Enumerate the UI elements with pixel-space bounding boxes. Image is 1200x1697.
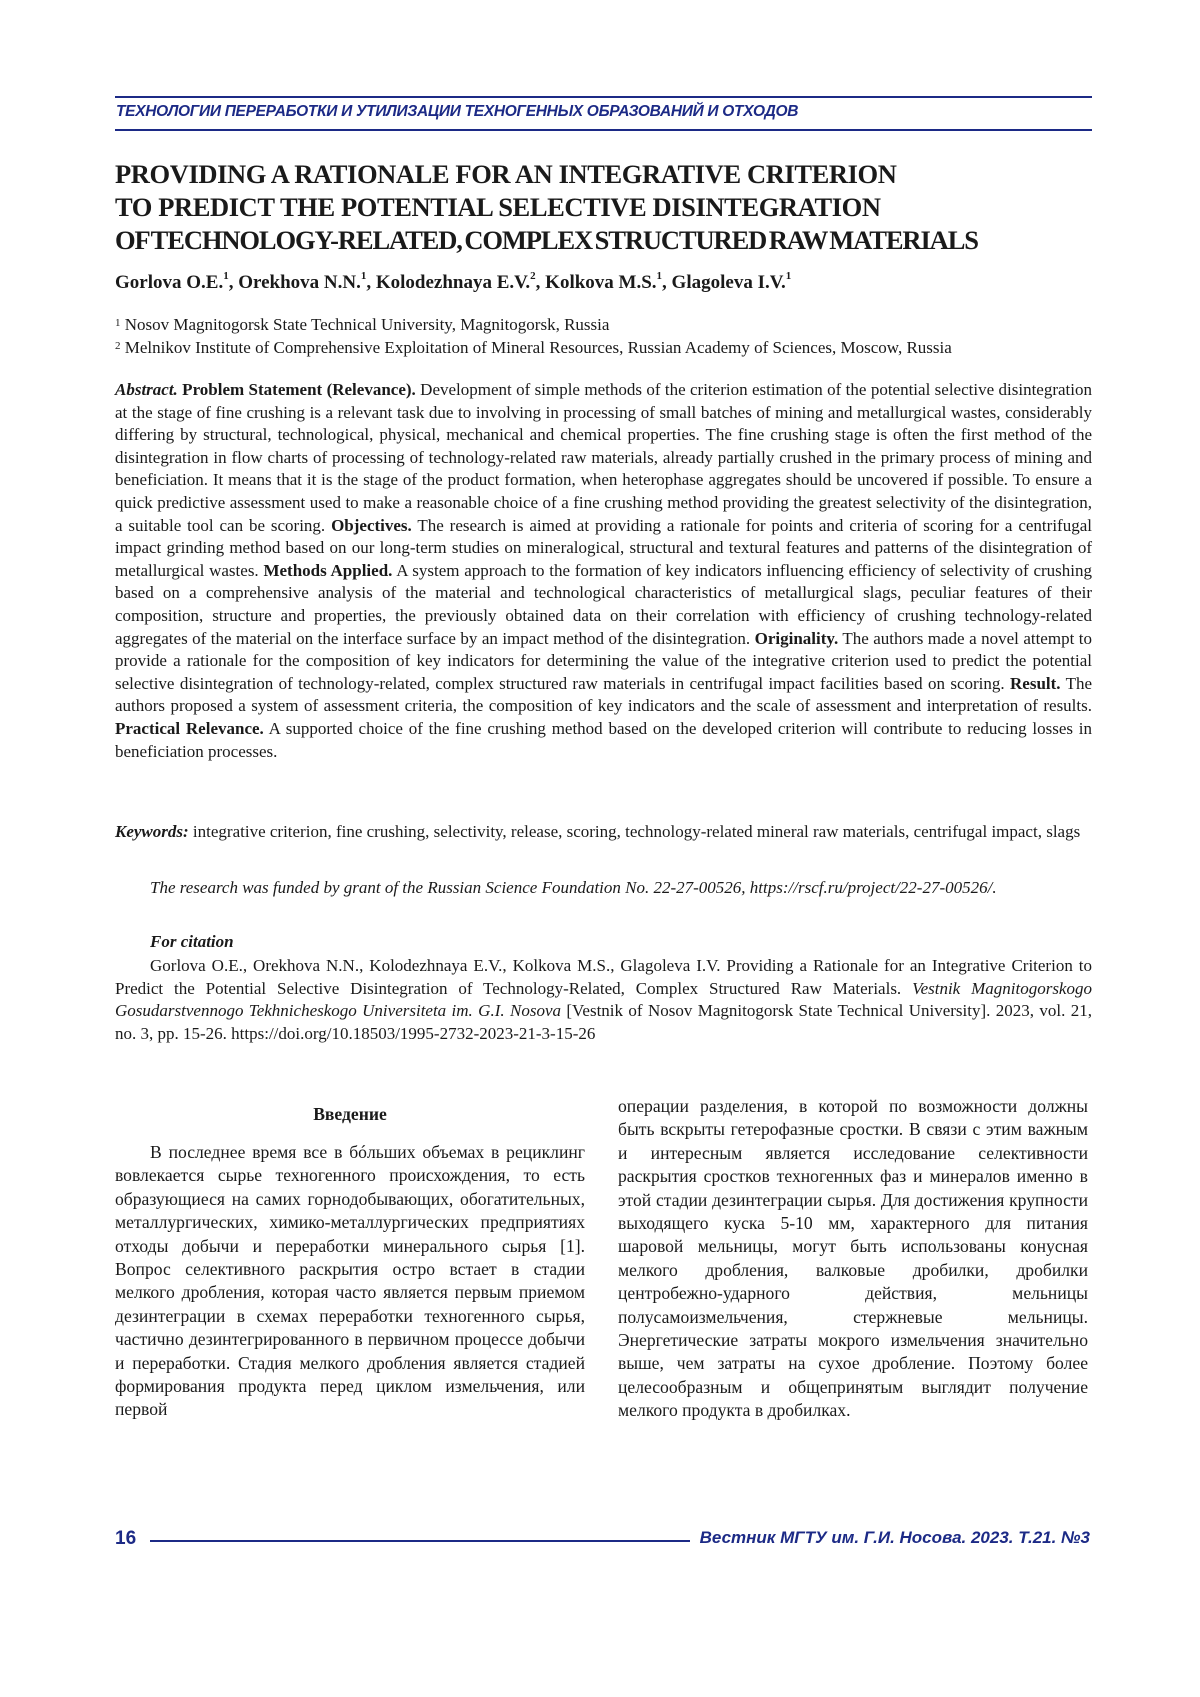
sep: ,: [229, 272, 239, 293]
abstract-text: Development of simple methods of the criterion estimation of the potential selective disintegration at the stage of fine crushing is a relevant task due to involving in processing of small batches of mining and metallurgical wastes, considerably differing by structural, technological, physical, mechanical and chemical properties. The fine crushing stage is often the first method of the disintegration in flow charts of processing of technology-related raw materials, already partially crushed in the primary process of mining and beneficiation. It means that it is the stage of the product formation, when heterophase aggregates should be uncovered if possible. To ensure a quick predictive assessment used to make a reasonable choice of a fine crushing method providing the greatest selectivity of the disintegration, a suitable tool can be scoring.: [115, 380, 1092, 535]
title-line: TO PREDICT THE POTENTIAL SELECTIVE DISINTEGRATION: [115, 191, 1105, 224]
authors: [115, 272, 791, 294]
section-heading: Result.: [1010, 674, 1061, 693]
footer-journal: Вестник МГТУ им. Г.И. Носова. 2023. Т.21. №3: [700, 1528, 1090, 1548]
citation-journal: Vestnik Magnitogorskogo Gosudarstvennogo Tekhnicheskogo Universiteta im. G.I. Nosova: [115, 979, 1092, 1021]
citation-heading: For citation: [150, 931, 234, 954]
funding-text: The research was funded by grant of the Russian Science Foundation No. 22-27-00526, https://rscf.ru/project/22-27-00526/.: [150, 878, 997, 897]
author: Orekhova N.N.: [238, 272, 361, 293]
sep: ,: [662, 272, 672, 293]
author: Kolkova M.S.: [545, 272, 656, 293]
intro-left-column: В последнее время все в бóльших объемах в рециклинг вовлекается сырье техногенного происхождения, то есть образующиеся на самих горнодобывающих, обогатительных, металлургических, химико-металлургических предприятиях отходы добычи и переработки минерального сырья [1]. Вопрос селективного раскрытия остро встает в стадии мелкого дробления, которая часто является первым приемом дезинтеграции в схемах переработки техногенного сырья, частично дезинтегрированного в первичном процессе добычи и переработки. Стадия мелкого дробления является стадией формирования продукта перед циклом измельчения, или первой: [115, 1141, 585, 1422]
aff-text: Melnikov Institute of Comprehensive Exploitation of Mineral Resources, Russian Academy of Sciences, Moscow, Russia: [121, 338, 952, 357]
aff-mark: 2: [530, 270, 536, 282]
header-rule-bottom: [115, 129, 1092, 131]
aff-mark: 1: [223, 270, 229, 282]
funding-note: [115, 877, 1092, 900]
aff-mark: 1: [786, 270, 792, 282]
article-title: [115, 158, 1105, 257]
intro-heading: Введение: [115, 1104, 585, 1125]
abstract: [115, 379, 1092, 763]
abstract-text: A supported choice of the fine crushing method based on the developed criterion will contribute to reducing losses in beneficiation processes.: [115, 719, 1092, 761]
title-line: OF TECHNOLOGY-RELATED, COMPLEX STRUCTURED RAW MATERIALS: [115, 224, 1105, 257]
sep: ,: [536, 272, 546, 293]
aff-num: 1: [115, 317, 121, 329]
affiliations: [115, 314, 952, 359]
keywords-text: integrative criterion, fine crushing, selectivity, release, scoring, technology-related mineral raw materials, centrifugal impact, slags: [189, 822, 1081, 841]
abstract-label: Abstract.: [115, 380, 178, 399]
citation-text: Gorlova O.E., Orekhova N.N., Kolodezhnaya E.V., Kolkova M.S., Glagoleva I.V. Providing a Rationale for an Integrative Criterion to Predict the Potential Selective Disintegration of Technology-Related, Complex Structured Raw Materials.: [115, 956, 1092, 998]
affiliation: [115, 337, 952, 360]
section-heading: Methods Applied.: [263, 561, 392, 580]
section-heading: Objectives.: [331, 516, 412, 535]
author: Glagoleva I.V.: [672, 272, 786, 293]
running-head: ТЕХНОЛОГИИ ПЕРЕРАБОТКИ И УТИЛИЗАЦИИ ТЕХНОГЕННЫХ ОБРАЗОВАНИЙ И ОТХОДОВ: [116, 103, 798, 121]
abstract-text: The research is aimed at providing a rationale for points and criteria of scoring for a centrifugal impact grinding method based on our long-term studies on mineralogical, structural and textural features and patterns of the disintegration of metallurgical wastes.: [115, 516, 1092, 580]
title-line: PROVIDING A RATIONALE FOR AN INTEGRATIVE CRITERION: [115, 158, 1105, 191]
footer-rule: [150, 1540, 690, 1542]
page-number: 16: [115, 1528, 136, 1550]
section-heading: Practical Relevance.: [115, 719, 264, 738]
author: Gorlova O.E.: [115, 272, 223, 293]
aff-mark: 1: [361, 270, 367, 282]
citation-text: [Vestnik of Nosov Magnitogorsk State Technical University]. 2023, vol. 21, no. 3, pp. 15-26. https://doi.org/10.18503/1995-2732-2023-21-3-15-26: [115, 1001, 1092, 1043]
abstract-text: The authors made a novel attempt to provide a rationale for the composition of key indicators for determining the value of the integrative criterion used to predict the potential selective disintegration of technology-related, complex structured raw materials in centrifugal impact facilities based on scoring.: [115, 629, 1092, 693]
abstract-text: A system approach to the formation of key indicators influencing efficiency of selectivity of crushing based on a comprehensive analysis of the material and technological characteristics of metallurgical slags, peculiar features of their composition, structure and properties, the previously obtained data on their correlation with efficiency of crushing technology-related aggregates of the material on the interface surface by an impact method of the disintegration.: [115, 561, 1092, 648]
aff-mark: 1: [657, 270, 663, 282]
sep: ,: [366, 272, 376, 293]
aff-text: Nosov Magnitogorsk State Technical University, Magnitogorsk, Russia: [121, 315, 610, 334]
keywords-label: Keywords:: [115, 822, 189, 841]
aff-num: 2: [115, 340, 121, 352]
author: Kolodezhnaya E.V.: [376, 272, 530, 293]
abstract-text: The authors proposed a system of assessment criteria, the composition of key indicators and the scale of assessment and interpretation of results.: [115, 674, 1092, 716]
intro-right-column: операции разделения, в которой по возможности должны быть вскрыты гетерофазные сростки. В связи с этим важным и интересным является исследование селективности раскрытия сростков техногенных фаз и минералов именно в этой стадии дезинтеграции сырья. Для достижения крупности выходящего куска 5-10 мм, характерного для питания шаровой мельницы, могут быть использованы конусная мелкого дробления, валковые дробилки, дробилки центробежно-ударного действия, мельницы полусамоизмельчения, стержневые мельницы. Энергетические затраты мокрого измельчения значительно выше, чем затраты на сухое дробление. Поэтому более целесообразным и общепринятым выглядит получение мелкого продукта в дробилках.: [618, 1095, 1088, 1423]
section-heading: Problem Statement (Relevance).: [178, 380, 416, 399]
affiliation: [115, 314, 952, 337]
keywords: [115, 821, 1092, 844]
section-heading: Originality.: [755, 629, 839, 648]
header-rule-top: [115, 96, 1092, 98]
citation: [115, 955, 1092, 1045]
